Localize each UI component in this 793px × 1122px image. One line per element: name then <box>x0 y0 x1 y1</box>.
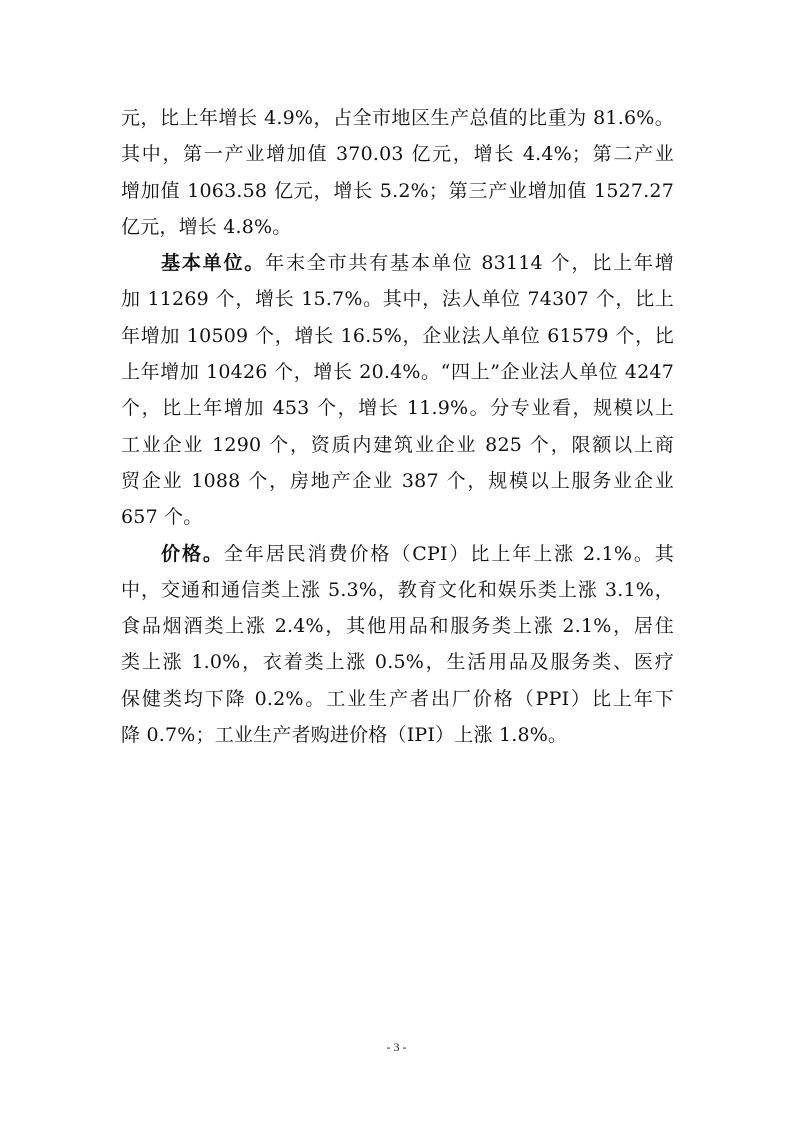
text-line <box>121 536 674 572</box>
text-line: 其中，第一产业增加值 370.03 亿元，增长 4.4%；第二产业 <box>121 143 674 166</box>
text-line: 贸企业 1088 个，房地产企业 387 个，规模以上服务业企业 <box>121 469 674 492</box>
text-line: 657 个。 <box>121 506 203 529</box>
text-line: 元，比上年增长 4.9%，占全市地区生产总值的比重为 81.6%。 <box>121 107 674 129</box>
text-span: 全年居民消费价格（CPI）比上年上涨 2.1%。其 <box>223 542 674 565</box>
text-line: 工业企业 1290 个，资质内建筑业企业 825 个，限额以上商 <box>121 433 674 456</box>
text-line: 类上涨 1.0%，衣着类上涨 0.5%，生活用品及服务类、医疗 <box>121 651 674 674</box>
text-line: 上年增加 10426 个，增长 20.4%。“四上”企业法人单位 4247 <box>121 361 674 384</box>
text-line: 增加值 1063.58 亿元，增长 5.2%；第三产业增加值 1527.27 <box>121 179 674 202</box>
text-line: 亿元，增长 4.8%。 <box>121 215 292 238</box>
paragraph-basic-units <box>121 245 674 535</box>
section-heading-basic-units: 基本单位。 <box>161 252 266 275</box>
text-span: 年末全市共有基本单位 83114 个，比上年增 <box>265 252 674 275</box>
text-line: 加 11269 个，增长 15.7%。其中，法人单位 74307 个，比上 <box>121 288 674 311</box>
paragraph-gdp-continuation <box>121 100 674 245</box>
text-line: 保健类均下降 0.2%。工业生产者出厂价格（PPI）比上年下 <box>121 687 674 710</box>
document-body <box>121 100 674 753</box>
text-line: 中，交通和通信类上涨 5.3%，教育文化和娱乐类上涨 3.1%， <box>121 578 674 601</box>
paragraph-prices <box>121 536 674 754</box>
section-heading-prices: 价格。 <box>161 542 224 565</box>
page-number: - 3 - <box>386 1040 407 1054</box>
text-line: 降 0.7%；工业生产者购进价格（IPI）上涨 1.8%。 <box>121 724 568 747</box>
text-line: 食品烟酒类上涨 2.4%，其他用品和服务类上涨 2.1%，居住 <box>121 615 674 638</box>
text-line <box>121 245 674 281</box>
text-line: 年增加 10509 个，增长 16.5%，企业法人单位 61579 个，比 <box>121 324 674 347</box>
text-line: 个，比上年增加 453 个，增长 11.9%。分专业看，规模以上 <box>121 397 674 420</box>
